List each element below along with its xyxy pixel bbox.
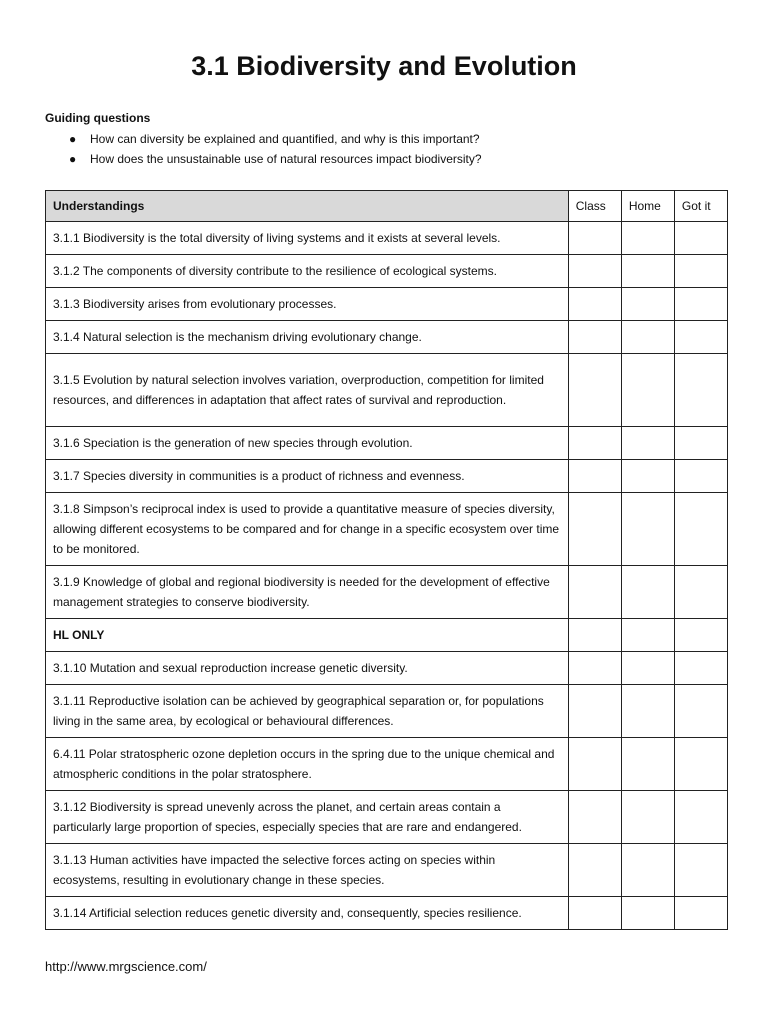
empty-cell [674,619,727,652]
got-it-checkbox-cell[interactable] [674,897,727,930]
guiding-question-text: How can diversity be explained and quantified, and why is this important? [90,132,480,146]
got-it-checkbox-cell[interactable] [674,566,727,619]
class-checkbox-cell[interactable] [568,566,621,619]
guiding-question [45,129,735,149]
understanding-text: 3.1.2 The components of diversity contribute to the resilience of ecological systems. [46,255,569,288]
home-checkbox-cell[interactable] [621,791,674,844]
table-row [46,652,728,685]
class-checkbox-cell[interactable] [568,844,621,897]
class-checkbox-cell[interactable] [568,354,621,427]
home-checkbox-cell[interactable] [621,321,674,354]
understanding-text: 6.4.11 Polar stratospheric ozone depletion occurs in the spring due to the unique chemical and atmospheric conditions in the polar stratosphere. [46,738,569,791]
guiding-questions-heading: Guiding questions [45,111,151,125]
class-checkbox-cell[interactable] [568,321,621,354]
home-checkbox-cell[interactable] [621,354,674,427]
home-checkbox-cell[interactable] [621,844,674,897]
table-row [46,685,728,738]
home-checkbox-cell[interactable] [621,493,674,566]
got-it-checkbox-cell[interactable] [674,791,727,844]
guiding-questions [45,110,735,169]
table-header-row [46,191,728,222]
understanding-text: 3.1.7 Species diversity in communities is a product of richness and evenness. [46,460,569,493]
class-checkbox-cell[interactable] [568,427,621,460]
table-row [46,288,728,321]
table-row [46,354,728,427]
understanding-text: 3.1.13 Human activities have impacted the selective forces acting on species within ecosystems, resulting in evolutionary change in these species. [46,844,569,897]
table-row [46,738,728,791]
header-class: Class [568,191,621,222]
got-it-checkbox-cell[interactable] [674,427,727,460]
got-it-checkbox-cell[interactable] [674,222,727,255]
class-checkbox-cell[interactable] [568,460,621,493]
guiding-question-text: How does the unsustainable use of natural resources impact biodiversity? [90,152,482,166]
understanding-text: 3.1.14 Artificial selection reduces genetic diversity and, consequently, species resilience. [46,897,569,930]
got-it-checkbox-cell[interactable] [674,685,727,738]
bullet-icon: ● [69,132,77,146]
home-checkbox-cell[interactable] [621,255,674,288]
understanding-text: 3.1.11 Reproductive isolation can be achieved by geographical separation or, for populations living in the same area, by ecological or behavioural differences. [46,685,569,738]
home-checkbox-cell[interactable] [621,738,674,791]
home-checkbox-cell[interactable] [621,460,674,493]
class-checkbox-cell[interactable] [568,652,621,685]
got-it-checkbox-cell[interactable] [674,255,727,288]
class-checkbox-cell[interactable] [568,738,621,791]
home-checkbox-cell[interactable] [621,652,674,685]
got-it-checkbox-cell[interactable] [674,460,727,493]
home-checkbox-cell[interactable] [621,685,674,738]
hl-only-label: HL ONLY [46,619,569,652]
got-it-checkbox-cell[interactable] [674,844,727,897]
guiding-question [45,149,735,169]
understandings-table [45,190,728,930]
got-it-checkbox-cell[interactable] [674,354,727,427]
header-home: Home [621,191,674,222]
understanding-text: 3.1.5 Evolution by natural selection involves variation, overproduction, competition for limited resources, and differences in adaptation that affect rates of survival and reproduction. [46,354,569,427]
empty-cell [568,619,621,652]
got-it-checkbox-cell[interactable] [674,288,727,321]
understanding-text: 3.1.8 Simpson’s reciprocal index is used to provide a quantitative measure of species diversity, allowing different ecosystems to be compared and for change in a specific ecosystem over time to be monitored. [46,493,569,566]
header-understandings: Understandings [46,191,569,222]
home-checkbox-cell[interactable] [621,288,674,321]
understanding-text: 3.1.10 Mutation and sexual reproduction increase genetic diversity. [46,652,569,685]
class-checkbox-cell[interactable] [568,791,621,844]
page-title: 3.1 Biodiversity and Evolution [191,51,577,81]
table-row [46,255,728,288]
table-row [46,460,728,493]
home-checkbox-cell[interactable] [621,222,674,255]
table-row [46,321,728,354]
class-checkbox-cell[interactable] [568,493,621,566]
got-it-checkbox-cell[interactable] [674,493,727,566]
bullet-icon: ● [69,152,77,166]
table-row [46,493,728,566]
understanding-text: 3.1.1 Biodiversity is the total diversity of living systems and it exists at several levels. [46,222,569,255]
home-checkbox-cell[interactable] [621,566,674,619]
class-checkbox-cell[interactable] [568,255,621,288]
class-checkbox-cell[interactable] [568,897,621,930]
got-it-checkbox-cell[interactable] [674,652,727,685]
footer-website-link[interactable]: http://www.mrgscience.com/ [45,959,207,974]
home-checkbox-cell[interactable] [621,897,674,930]
table-row [46,791,728,844]
empty-cell [621,619,674,652]
understanding-text: 3.1.4 Natural selection is the mechanism driving evolutionary change. [46,321,569,354]
class-checkbox-cell[interactable] [568,222,621,255]
understanding-text: 3.1.3 Biodiversity arises from evolutionary processes. [46,288,569,321]
understanding-text: 3.1.6 Speciation is the generation of new species through evolution. [46,427,569,460]
understanding-text: 3.1.9 Knowledge of global and regional biodiversity is needed for the development of effective management strategies to conserve biodiversity. [46,566,569,619]
class-checkbox-cell[interactable] [568,288,621,321]
table-row [46,566,728,619]
table-row [46,427,728,460]
header-got-it: Got it [674,191,727,222]
hl-only-row [46,619,728,652]
got-it-checkbox-cell[interactable] [674,738,727,791]
got-it-checkbox-cell[interactable] [674,321,727,354]
table-row [46,222,728,255]
class-checkbox-cell[interactable] [568,685,621,738]
guiding-questions-list [45,129,735,169]
home-checkbox-cell[interactable] [621,427,674,460]
table-row [46,897,728,930]
table-row [46,844,728,897]
understanding-text: 3.1.12 Biodiversity is spread unevenly across the planet, and certain areas contain a particularly large proportion of species, especially species that are rare and endangered. [46,791,569,844]
